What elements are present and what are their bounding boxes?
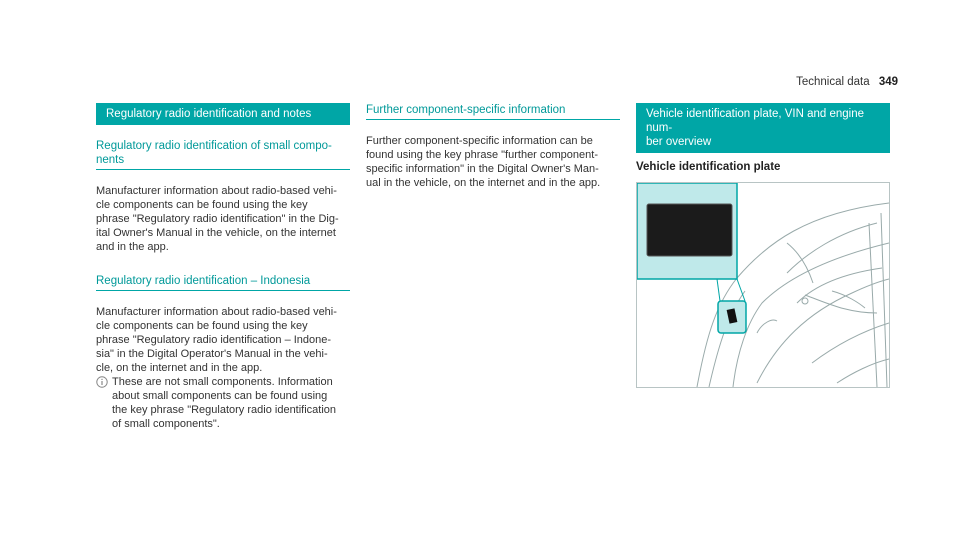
column-vehicle-id [636, 103, 890, 388]
heading-small-components: Regulatory radio identification of small compo- nents [96, 139, 350, 170]
info-note [96, 375, 350, 431]
column-further-info [366, 103, 620, 190]
heading-vehicle-id-plate: Vehicle identification plate [636, 161, 781, 173]
car-door-illustration [637, 183, 889, 387]
section-band-regulatory: Regulatory radio identification and notes [96, 103, 350, 125]
page-number: 349 [878, 76, 898, 88]
plate-placeholder [647, 204, 732, 256]
paragraph-indonesia: Manufacturer information about radio-based vehi- cle components can be found using the key phrase "Regulatory radio identification – Indone- sia" in the Digital Operator's Manual in the vehi- cle, on the internet and in the app. [96, 306, 337, 374]
heading-further-info: Further component-specific information [366, 103, 620, 120]
section-band-vehicle-id: Vehicle identification plate, VIN and engine num- ber overview [636, 103, 890, 153]
heading-indonesia: Regulatory radio identification – Indonesia [96, 274, 350, 291]
column-regulatory [96, 103, 350, 431]
info-icon [96, 375, 112, 389]
paragraph-small-components: Manufacturer information about radio-based vehi- cle components can be found using the key phrase "Regulatory radio identification" in the Dig- ital Owner's Manual in the vehicle, on the internet and in the app. [96, 185, 339, 253]
section-title: Technical data [796, 76, 870, 88]
paragraph-further-info: Further component-specific information can be found using the key phrase "further component- specific information" in the Digital Owner's Man- ual in the vehicle, on the internet and in the app. [366, 135, 601, 189]
vehicle-id-plate-figure [636, 182, 890, 388]
page-header [796, 76, 898, 88]
info-note-text: These are not small components. Information about small components can be found using the key phrase "Regulatory radio identification of small components". [112, 376, 337, 430]
